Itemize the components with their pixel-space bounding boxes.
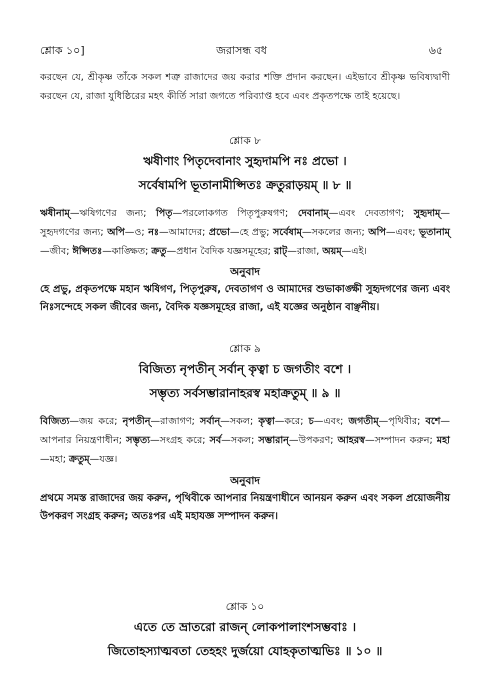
purport-continuation: করছেন যে, শ্রীকৃষ্ণ তাঁকে সকল শত্রু রাজাদের জয় করার শক্তি প্রদান করছেন। এইভাবে শ্রীকৃষ্ণ ভবিষ্যদ্বাণী করছেন যে, রাজা যুধিষ্ঠিরের মহৎ কীর্তি সারা জগতে পরিব্যাপ্ত হবে এবং প্রকৃতপক্ষে তাই হয়েছে।	[40, 72, 450, 103]
synonym-word: ক্রতু	[151, 246, 167, 258]
synonym-word: বিজিত্য	[40, 416, 70, 427]
synonym-meaning: পৃথিবীর;	[388, 416, 421, 427]
synonym-meaning: সংগ্রহ করে;	[159, 435, 206, 447]
synonym-word: ঋষীনাম্	[40, 208, 70, 219]
synonym-meaning: সম্পাদন করুন;	[374, 435, 433, 447]
sloka-8-synonyms: ঋষীনাম্—ঋষিগণের জন্য; পিতৃ—পরলোকগত পিতৃপুরুষগণ; দেবানাম্—এবং দেবতাগণ; সুহৃদাম্—সুহৃদগণের জন্য; অপি—ও; নঃ—আমাদের; প্রভো—হে প্রভু; সর্বেষাম্—সকলের জন্য; অপি—এবং; ভূতানাম্—জীব; ঈপ্সিতঃ—কাঙ্ক্ষিত; ক্রতু—প্রধান বৈদিক যজ্ঞসমূহের; রাট্—রাজা, অয়ম্—এই।	[40, 208, 450, 258]
synonym-word: পিতৃ	[155, 208, 173, 219]
synonym-meaning: সকলের জন্য;	[311, 227, 365, 239]
synonym-word: মহা	[436, 435, 450, 447]
sloka-9-heading: শ্লোক ৯	[229, 343, 261, 355]
synonym-meaning: মহা;	[49, 454, 66, 466]
sloka-9-verse-line-1: বিজিত্য নৃপতীন্ সর্বান্ কৃত্বা চ জগতীং বশে ।	[138, 362, 352, 376]
sloka-9-translation: প্রথমে সমস্ত রাজাদের জয় করুন, পৃথিবীকে আপনার নিয়ন্ত্রণাধীনে আনয়ন করুন এবং সকল প্রয়োজনীয় উপকরণ সংগ্রহ করুন; অতঃপর এই মহাযজ্ঞ সম্পাদন করুন।	[40, 493, 450, 522]
synonym-word: ঈপ্সিতঃ	[72, 246, 103, 258]
sloka-8-translation: হে প্রভু, প্রকৃতপক্ষে মহান ঋষিগণ, পিতৃপুরুষ, দেবতাগণ ও আমাদের শুভাকাঙ্ক্ষী সুহৃদগণের জন্য এবং নিঃসন্দেহে সকল জীবের জন্য, বৈদিক যজ্ঞসমূহের রাজা, এই যজ্ঞের অনুষ্ঠান বাঞ্ছনীয়।	[40, 284, 450, 313]
synonym-meaning: যজ্ঞ।	[99, 454, 118, 466]
header-chapter-title: জরাসন্ধ বধ	[216, 44, 267, 57]
synonym-meaning: পরলোকগত পিতৃপুরুষগণ;	[182, 208, 289, 219]
synonym-meaning: ঋষিগণের জন্য;	[79, 208, 147, 219]
synonym-meaning: এই।	[351, 246, 367, 258]
synonym-meaning: সকল;	[230, 435, 255, 447]
synonym-word: ক্রতুম্	[69, 454, 90, 466]
synonym-meaning: করে;	[284, 416, 304, 427]
sloka-9-verse-line-2: সম্ভৃত্য সর্বসম্ভারানাহরস্ব মহাক্রতুম্ ॥ ৯ ॥	[149, 386, 341, 400]
synonym-word: সম্ভৃত্য	[126, 435, 151, 447]
synonym-meaning: এবং;	[395, 227, 416, 239]
synonym-word: সম্ভারান্	[258, 435, 289, 447]
synonym-word: আহরস্ব	[337, 435, 365, 447]
sloka-8-translation-heading: অনুবাদ	[230, 266, 260, 278]
synonym-meaning: জয় করে;	[79, 416, 118, 427]
synonym-meaning: হে প্রভু;	[239, 227, 270, 239]
synonym-word: নঃ	[148, 227, 160, 239]
synonym-word: অপি	[368, 227, 386, 239]
synonym-word: সর্ব	[209, 435, 222, 447]
synonym-word: সুহৃদাম্	[413, 208, 441, 219]
synonym-word: নৃপতীন্	[122, 416, 151, 427]
synonym-word: সর্বেষাম্	[273, 227, 302, 239]
synonym-word: কৃত্বা	[258, 416, 275, 427]
synonym-meaning: উপকরণ;	[298, 435, 334, 447]
synonym-word: সর্বান্	[200, 416, 221, 427]
synonym-word: চ	[308, 416, 314, 427]
synonym-meaning: আমাদের;	[168, 227, 206, 239]
synonym-meaning: এবং;	[323, 416, 344, 427]
synonym-meaning: ও;	[134, 227, 145, 239]
running-header	[40, 42, 443, 58]
synonym-meaning: আপনার নিয়ন্ত্রণাধীন;	[40, 435, 123, 447]
sloka-10-verse-line-1: এতে তে ভ্রাতরো রাজন্ লোকপালাংশসম্ভবাঃ ।	[133, 620, 357, 634]
sloka-9-synonyms: বিজিত্য—জয় করে; নৃপতীন্—রাজাগণ; সর্বান্—সকল; কৃত্বা—করে; চ—এবং; জগতীম্—পৃথিবীর; বশে—আপনার নিয়ন্ত্রণাধীন; সম্ভৃত্য—সংগ্রহ করে; সর্ব—সকল; সম্ভারান্—উপকরণ; আহরস্ব—সম্পাদন করুন; মহা—মহা; ক্রতুম্—যজ্ঞ।	[40, 416, 450, 466]
synonym-word: বশে	[425, 416, 441, 427]
synonym-word: অয়ম্	[322, 246, 342, 258]
header-verse-ref: শ্লোক ১০]	[40, 44, 85, 57]
synonym-meaning: রাজা,	[296, 246, 320, 258]
sloka-8-verse-line-1: ঋষীণাং পিতৃদেবানাং সুহৃদামপি নঃ প্রভো ।	[143, 154, 347, 168]
synonym-meaning: এবং দেবতাগণ;	[338, 208, 405, 219]
synonym-word: রাট্	[273, 246, 288, 258]
synonym-meaning: রাজাগণ;	[160, 416, 195, 427]
sloka-9-translation-heading: অনুবাদ	[230, 475, 260, 487]
synonym-meaning: কাঙ্ক্ষিত;	[111, 246, 149, 258]
page-number: ৬৫	[428, 44, 443, 57]
synonym-word: প্রভো	[208, 227, 230, 239]
synonym-meaning: সুহৃদগণের জন্য;	[40, 227, 104, 239]
synonym-word: ভূতানাম্	[419, 227, 450, 239]
sloka-8-verse-line-2: সর্বেষামপি ভূতানামীপ্সিতঃ ক্রতুরাড়য়ম্ ॥ ৮ ॥	[138, 178, 352, 192]
synonym-meaning: প্রধান বৈদিক যজ্ঞসমূহের;	[176, 246, 271, 258]
sloka-10-verse-line-2: জিতোহস্যাত্মবতা তেহহং দুর্জয়ো যোহকৃতাত্মভিঃ ॥ ১০ ॥	[107, 644, 383, 658]
synonym-word: দেবানাম্	[297, 208, 329, 219]
synonym-word: জগতীম্	[348, 416, 379, 427]
synonym-meaning: জীব;	[49, 246, 70, 258]
sloka-10-heading: শ্লোক ১০	[225, 601, 265, 613]
synonym-meaning: সকল;	[229, 416, 254, 427]
synonym-word: অপি	[107, 227, 125, 239]
sloka-8-heading: শ্লোক ৮	[229, 135, 261, 147]
